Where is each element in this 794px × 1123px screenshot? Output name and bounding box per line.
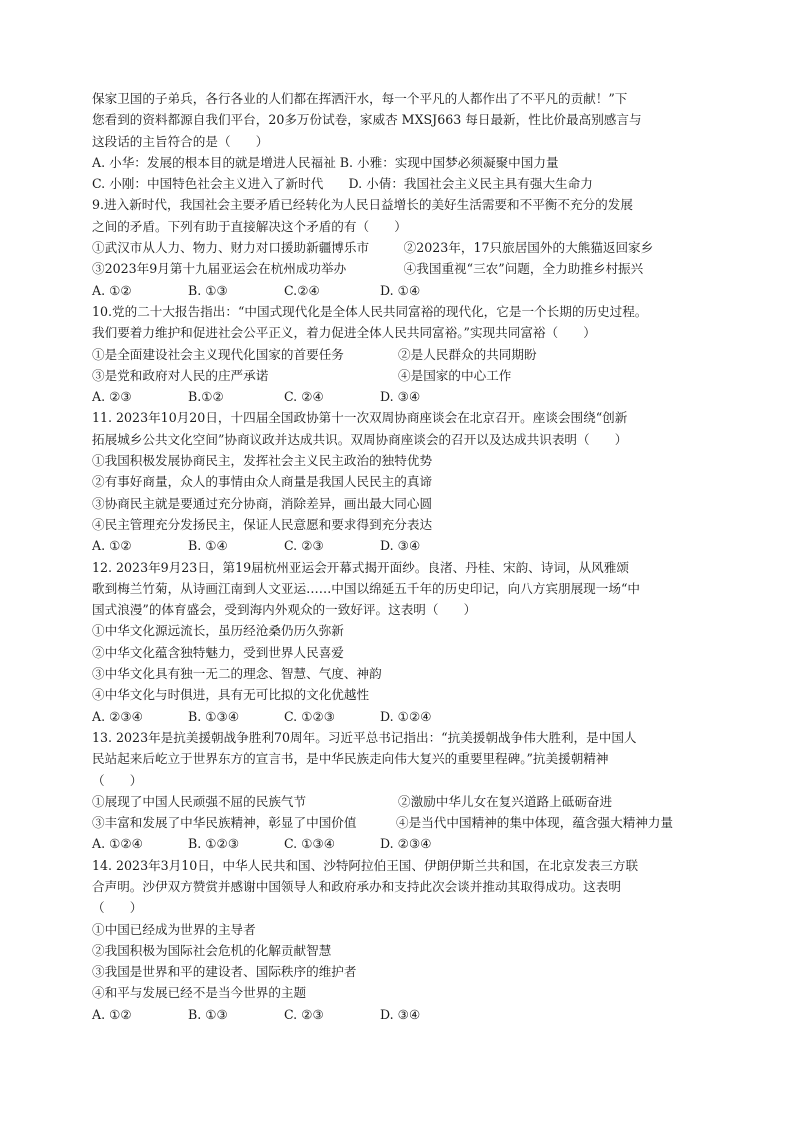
q10-option-b: B.①② bbox=[188, 389, 224, 405]
q10-stem-line-2: 我们要着力维护和促进社会公平正义，着力促进全体人民共同富裕。”实现共同富裕（ ） bbox=[92, 325, 596, 341]
q11-item-4: ④民主管理充分发扬民主，保证人民意愿和要求得到充分表达 bbox=[92, 516, 433, 532]
q13-items-row-1 bbox=[92, 791, 704, 812]
q12-option-b: B. ①③④ bbox=[188, 708, 240, 724]
q9-stem-line-2: 之间的矛盾。下列有助于直接解决这个矛盾的有（ ） bbox=[92, 218, 407, 234]
q13-item-1: ①展现了中国人民顽强不屈的民族气节 bbox=[92, 793, 307, 809]
q10-options bbox=[92, 386, 704, 407]
q10-option-d: D. ③④ bbox=[380, 389, 421, 405]
q14-item-4: ④和平与发展已经不是当今世界的主题 bbox=[92, 985, 307, 1001]
q14-option-b: B. ①③ bbox=[188, 1006, 228, 1022]
q11-stem-line-2: 拓展城乡公共文化空间”协商议政并达成共识。双周协商座谈会的召开以及达成共识表明（ ） bbox=[92, 431, 628, 447]
q10-option-c: C. ②④ bbox=[284, 389, 324, 405]
q12-option-d: D. ①②④ bbox=[380, 708, 432, 724]
q14-item-3: ③我国是世界和平的建设者、国际秩序的维护者 bbox=[92, 964, 357, 980]
q14-stem-line-2: 合声明。沙伊双方赞赏并感谢中国领导人和政府承办和支持此次会谈并推动其取得成功。这表明 bbox=[92, 878, 621, 894]
q13-option-b: B. ①②③ bbox=[188, 836, 240, 852]
q13-stem-line-3: （ ） bbox=[92, 772, 143, 788]
exam-page bbox=[92, 88, 704, 1025]
q9-stem-line-1: 9.进入新时代，我国社会主要矛盾已经转化为人民日益增长的美好生活需要和不平衡不充分的发展 bbox=[92, 197, 633, 213]
q9-option-a: A. ①② bbox=[92, 282, 132, 298]
q13-items-row-2 bbox=[92, 812, 704, 833]
q14-option-c: C. ②③ bbox=[284, 1006, 324, 1022]
q8-stem-line-3: 这段话的主旨符合的是（ ） bbox=[92, 133, 269, 149]
q9-item-3: ③2023年9月第十九届亚运会在杭州成功举办 bbox=[92, 261, 347, 277]
q12-options bbox=[92, 706, 704, 727]
q10-items-row-1 bbox=[92, 344, 704, 365]
q12-stem-line-2: 歌到梅兰竹菊，从诗画江南到人文亚运……中国以绵延五千年的历史印记，向八方宾朋展现一场“中 bbox=[92, 580, 640, 596]
q13-option-d: D. ②③④ bbox=[380, 836, 432, 852]
q9-item-1: ①武汉市从人力、物力、财力对口援助新疆博乐市 bbox=[92, 240, 370, 256]
q13-item-2: ②激励中华儿女在复兴道路上砥砺奋进 bbox=[398, 793, 613, 809]
q9-item-4: ④我国重视“三农”问题，全力助推乡村振兴 bbox=[403, 261, 644, 277]
q11-option-b: B. ①④ bbox=[188, 538, 228, 554]
q9-items-row-1 bbox=[92, 237, 704, 258]
q11-option-c: C. ②③ bbox=[284, 538, 324, 554]
q10-item-4: ④是国家的中心工作 bbox=[398, 367, 512, 383]
q10-option-a: A. ②③ bbox=[92, 389, 132, 405]
q10-item-3: ③是党和政府对人民的庄严承诺 bbox=[92, 367, 269, 383]
q14-item-2: ②我国积极为国际社会危机的化解贡献智慧 bbox=[92, 942, 332, 958]
q14-option-d: D. ③④ bbox=[380, 1006, 421, 1022]
q14-option-a: A. ①② bbox=[92, 1006, 132, 1022]
q14-item-1: ①中国已经成为世界的主导者 bbox=[92, 921, 256, 937]
q13-options bbox=[92, 833, 704, 854]
q10-items-row-2 bbox=[92, 365, 704, 386]
q11-item-3: ③协商民主就是要通过充分协商，消除差异，画出最大同心圆 bbox=[92, 495, 433, 511]
q14-options bbox=[92, 1004, 704, 1025]
q10-stem-line-1: 10.党的二十大报告指出：“中国式现代化是全体人民共同富裕的现代化，它是一个长期的历史过程。 bbox=[92, 303, 648, 319]
q11-option-d: D. ③④ bbox=[380, 538, 421, 554]
q12-stem-line-3: 国式浪漫”的体育盛会，受到海内外观众的一致好评。这表明（ ） bbox=[92, 602, 477, 618]
q12-item-1: ①中华文化源远流长，虽历经沧桑仍历久弥新 bbox=[92, 623, 344, 639]
q12-item-2: ②中华文化蕴含独特魅力，受到世界人民喜爱 bbox=[92, 644, 344, 660]
q9-item-2: ②2023年，17只旅居国外的大熊猫返回家乡 bbox=[403, 240, 654, 256]
q11-item-2: ②有事好商量，众人的事情由众人商量是我国人民民主的真谛 bbox=[92, 474, 433, 490]
q13-option-c: C. ①③④ bbox=[284, 836, 336, 852]
q8-stem-line-2: 您看到的资料都源自我们平台，20多万份试卷，家威杏 MXSJ663 每日最新，性比价最高别感言与 bbox=[92, 112, 642, 128]
q13-stem-line-1: 13. 2023年是抗美援朝战争胜利70周年。习近平总书记指出：“抗美援朝战争伟大胜利，是中国人 bbox=[92, 729, 637, 745]
q10-item-1: ①是全面建设社会主义现代化国家的首要任务 bbox=[92, 346, 344, 362]
q13-item-4: ④是当代中国精神的集中体现，蕴含强大精神力量 bbox=[396, 815, 674, 831]
q14-stem-line-1: 14. 2023年3月10日，中华人民共和国、沙特阿拉伯王国、伊朗伊斯兰共和国，在北京发表三方联 bbox=[92, 857, 639, 873]
q12-item-3: ③中华文化具有独一无二的理念、智慧、气度、神韵 bbox=[92, 666, 382, 682]
q11-stem-line-1: 11. 2023年10月20日，十四届全国政协第十一次双周协商座谈会在北京召开。座谈会围绕“创新 bbox=[92, 410, 628, 426]
q13-item-3: ③丰富和发展了中华民族精神，彰显了中国价值 bbox=[92, 815, 357, 831]
q11-item-1: ①我国积极发展协商民主，发挥社会主义民主政治的独特优势 bbox=[92, 453, 433, 469]
q8-option-line-1: A. 小华：发展的根本目的就是增进人民福祉 B. 小雅：实现中国梦必须凝聚中国力量 bbox=[92, 154, 559, 170]
q9-option-d: D. ①④ bbox=[380, 282, 421, 298]
q9-option-b: B. ①③ bbox=[188, 282, 228, 298]
q12-option-c: C. ①②③ bbox=[284, 708, 336, 724]
q12-stem-line-1: 12. 2023年9月23日，第19届杭州亚运会开幕式揭开面纱。良渚、丹桂、宋韵、诗词，从风雅颂 bbox=[92, 559, 629, 575]
q9-options bbox=[92, 280, 704, 301]
q9-items-row-2 bbox=[92, 258, 704, 279]
q12-item-4: ④中华文化与时俱进，具有无可比拟的文化优越性 bbox=[92, 687, 370, 703]
q8-option-line-2: C. 小刚：中国特色社会主义进入了新时代 D. 小倩：我国社会主义民主具有强大生命力 bbox=[92, 176, 593, 192]
q14-stem-line-3: （ ） bbox=[92, 900, 143, 916]
q13-stem-line-2: 民站起来后屹立于世界东方的宣言书，是中华民族走向伟大复兴的重要里程碑。”抗美援朝精神 bbox=[92, 751, 609, 767]
q8-stem-line-1: 保家卫国的子弟兵，各行各业的人们都在挥洒汗水，每一个平凡的人都作出了不平凡的贡献！”下 bbox=[92, 91, 628, 106]
q11-options bbox=[92, 535, 704, 556]
q13-option-a: A. ①②④ bbox=[92, 836, 143, 852]
q10-item-2: ②是人民群众的共同期盼 bbox=[398, 346, 537, 362]
q11-option-a: A. ①② bbox=[92, 538, 132, 554]
q9-option-c: C.②④ bbox=[284, 282, 320, 298]
q12-option-a: A. ②③④ bbox=[92, 708, 143, 724]
